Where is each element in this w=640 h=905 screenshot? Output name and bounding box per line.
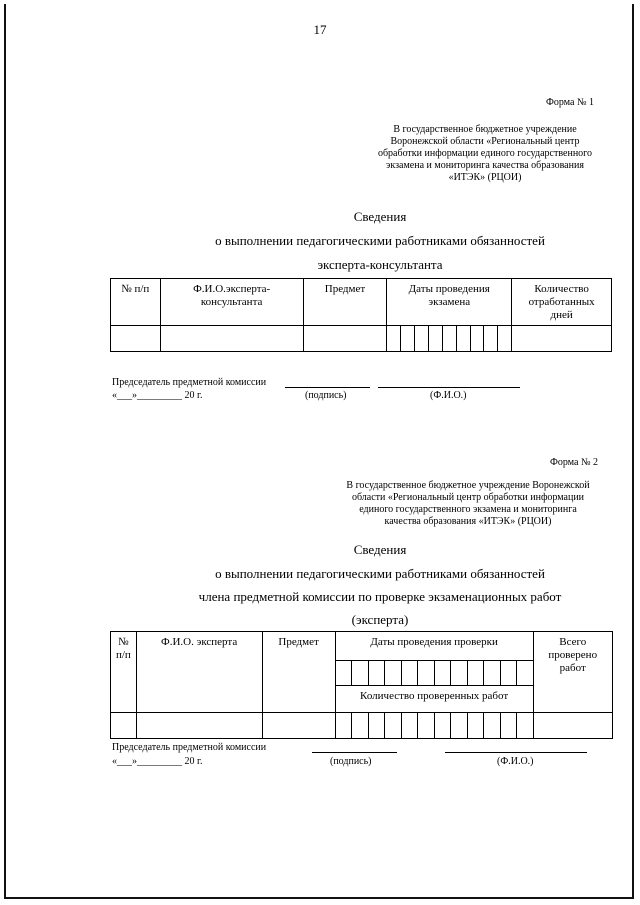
cell [160,326,303,352]
form1-chairman: Председатель предметной комиссии [112,377,267,388]
date-cell [484,326,498,352]
form1-address-line: В государственное бюджетное учреждение [393,124,577,135]
form2-label: Форма № 2 [550,457,598,468]
col-subject: Предмет [262,632,335,713]
col-count-line: отработанных [528,296,595,308]
date-cell [467,713,483,739]
col-num-line: п/п [115,649,131,661]
form1-fio-caption: (Ф.И.О.) [430,390,467,401]
form2-fio-line [445,752,587,753]
date-cell [401,713,417,739]
form1-header-row [111,279,612,326]
form1-address-line: экзамена и мониторинга качества образования [386,160,584,171]
date-cell [451,713,467,739]
page-number: 17 [313,22,327,37]
form2-empty-row [111,713,613,739]
date-cell [368,713,384,739]
form2-subtitle2: члена предметной комиссии по проверке экзаменационных работ [198,589,562,604]
col-total-line: Всего [559,636,587,648]
col-total [533,632,613,713]
col-count [512,279,612,326]
date-cell [500,713,516,739]
col-num-line: № [118,636,129,648]
col-fio-line: Ф.И.О.эксперта- [193,283,271,295]
col-num [111,632,137,713]
col-num: № п/п [111,279,161,326]
date-cell [500,661,516,686]
form1-fio-line [378,387,520,388]
form2-header-row1 [111,632,613,661]
col-count-line: Количество [534,283,589,295]
form2-address-line: В государственное бюджетное учреждение Воронежской [346,480,590,491]
form1-label: Форма № 1 [546,97,594,108]
date-cell [387,326,401,352]
cell [111,713,137,739]
form1-empty-row [111,326,612,352]
form2-address-line: области «Региональный центр обработки информации [351,492,585,503]
col-dates [387,279,512,326]
form1-date-line: «___»_________ 20 г. [112,390,203,401]
col-checked: Количество проверенных работ [335,686,533,713]
date-cell [451,661,467,686]
form2-fio-caption: (Ф.И.О.) [497,756,534,767]
date-cell [484,661,500,686]
form1-title: Сведения [353,209,407,224]
date-cell [517,713,533,739]
form2-signature-line [312,752,397,753]
cell [136,713,262,739]
form2-subtitle3: (эксперта) [351,612,409,627]
form2-address-line: единого государственного экзамена и мониторинга [359,504,577,515]
col-fio-line: консультанта [200,296,263,308]
col-count-line: дней [550,309,573,321]
form2-chairman: Председатель предметной комиссии [112,742,267,753]
col-fio [160,279,303,326]
form1-table [110,278,612,352]
cell [533,713,613,739]
date-cell [352,713,368,739]
date-cell [498,326,512,352]
cell [512,326,612,352]
date-cell [352,661,368,686]
date-cell [385,661,401,686]
col-total-line: работ [559,662,586,674]
cell [111,326,161,352]
form2-address-line: качества образования «ИТЭК» (РЦОИ) [384,516,552,527]
form1-address-line: обработки информации единого государственного [377,148,593,159]
date-cell [442,326,456,352]
date-cell [335,713,351,739]
form1-signature-caption: (подпись) [305,390,347,401]
col-fio: Ф.И.О. эксперта [136,632,262,713]
col-total-line: проверено [548,649,598,661]
date-cell [434,661,450,686]
form2-signature-caption: (подпись) [330,756,372,767]
form2-table [110,631,613,739]
form2-address [322,480,614,528]
form1-signature-line [285,387,370,388]
col-dates-line: Даты проведения [408,283,490,295]
date-cell [456,326,470,352]
date-cell [517,661,533,686]
cell [262,713,335,739]
form2-title: Сведения [353,542,407,557]
form1-address-line: Воронежской области «Региональный центр [390,136,580,147]
form1-subtitle2: эксперта-консультанта [317,257,443,272]
col-subject: Предмет [303,279,386,326]
date-cell [470,326,484,352]
date-cell [368,661,384,686]
date-cell [428,326,442,352]
col-dates-line: экзамена [428,296,471,308]
form1-address-line: «ИТЭК» (РЦОИ) [448,172,522,183]
date-cell [335,661,351,686]
cell [303,326,386,352]
form2-subtitle: о выполнении педагогическими работниками обязанностей [215,566,545,581]
date-cell [401,661,417,686]
date-cell [484,713,500,739]
date-cell [434,713,450,739]
date-cell [467,661,483,686]
form1-subtitle: о выполнении педагогическими работниками обязанностей [215,233,545,248]
form1-address [350,124,620,184]
date-cell [415,326,429,352]
date-cell [401,326,415,352]
date-cell [418,661,434,686]
date-cell [385,713,401,739]
date-cell [418,713,434,739]
col-dates: Даты проведения проверки [335,632,533,661]
form2-date-line: «___»_________ 20 г. [112,756,203,767]
